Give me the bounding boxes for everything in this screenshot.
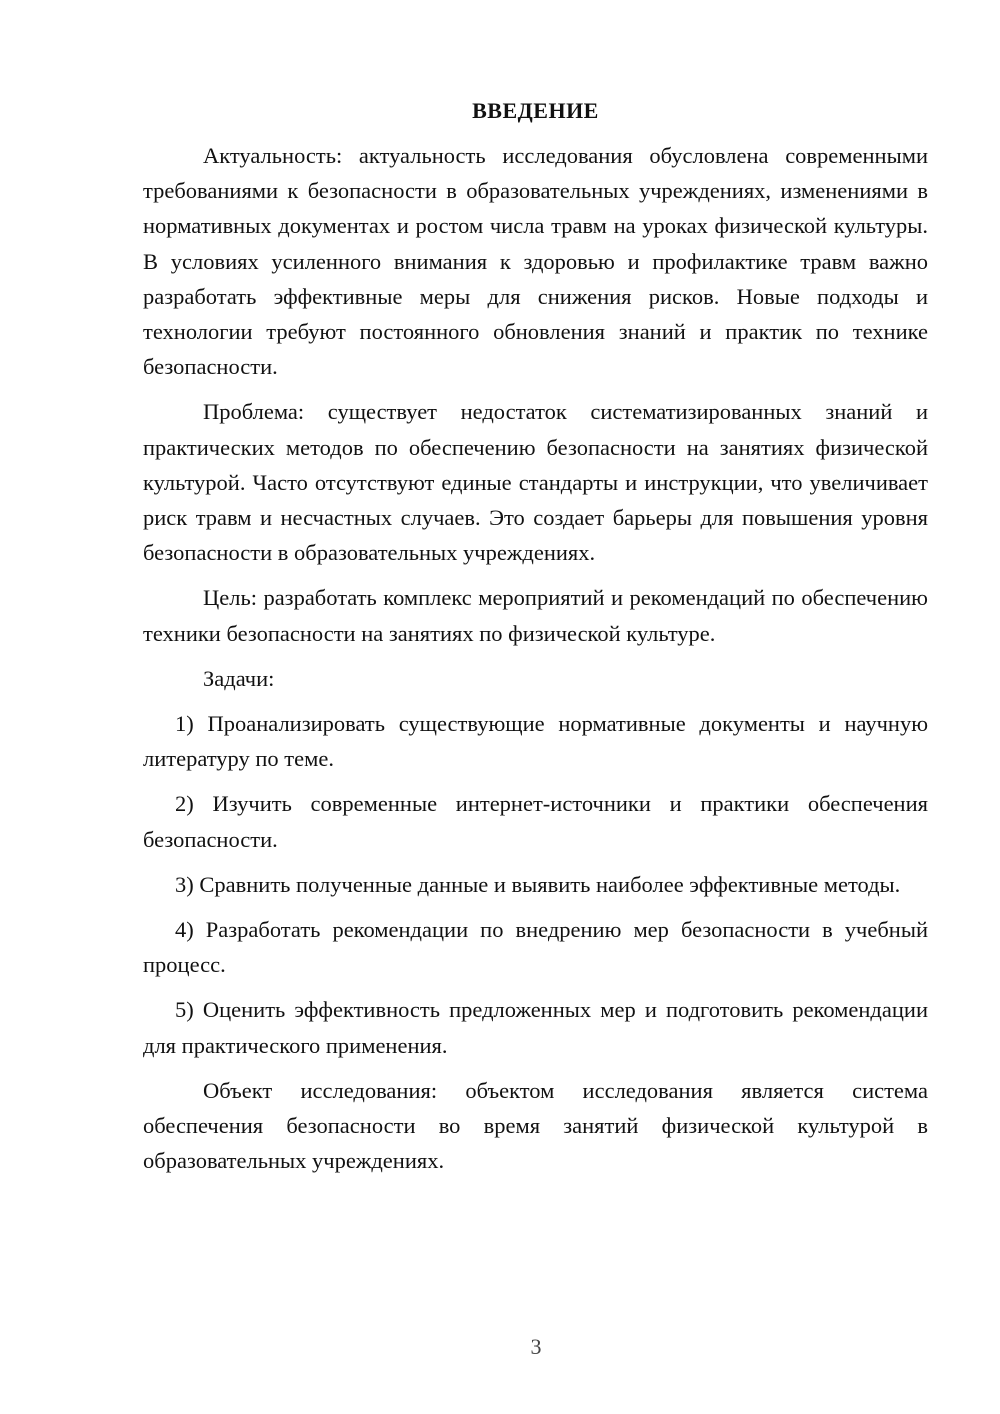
task-item-3: 3) Сравнить полученные данные и выявить наиболее эффективные методы. [175,871,901,897]
goal-paragraph: Цель: разработать комплекс мероприятий и рекомендаций по обеспечению техники безопасности на занятиях по физической культуре. [143,585,928,646]
page-number: 3 [530,1334,542,1359]
task-item-5: 5) Оценить эффективность предложенных мер и подготовить рекомендации для практического применения. [143,997,928,1058]
task-item-4: 4) Разработать рекомендации по внедрению мер безопасности в учебный процесс. [143,917,928,978]
section-title: ВВЕДЕНИЕ [472,98,599,123]
problem-paragraph: Проблема: существует недостаток систематизированных знаний и практических методов по обеспечению безопасности на занятиях физической культурой. Часто отсутствуют единые стандарты и инструкции, что увеличивает риск травм и несчастных случаев. Это создает барьеры для повышения уровня безопасности в образовательных учреждениях. [143,399,928,566]
tasks-heading: Задачи: [203,665,275,691]
task-item-2: 2) Изучить современные интернет-источники и практики обеспечения безопасности. [143,791,928,852]
page-content [143,96,928,1188]
task-item-1: 1) Проанализировать существующие нормативные документы и научную литературу по теме. [143,711,928,772]
object-paragraph: Объект исследования: объектом исследования является система обеспечения безопасности во время занятий физической культурой в образовательных учреждениях. [143,1077,928,1174]
relevance-paragraph: Актуальность: актуальность исследования обусловлена современными требованиями к безопасности в образовательных учреждениях, изменениями в нормативных документах и ростом числа травм на уроках физической культуры. В условиях усиленного внимания к здоровью и профилактике травм важно разработать эффективные меры для снижения рисков. Новые подходы и технологии требуют постоянного обновления знаний и практик по технике безопасности. [143,143,928,380]
